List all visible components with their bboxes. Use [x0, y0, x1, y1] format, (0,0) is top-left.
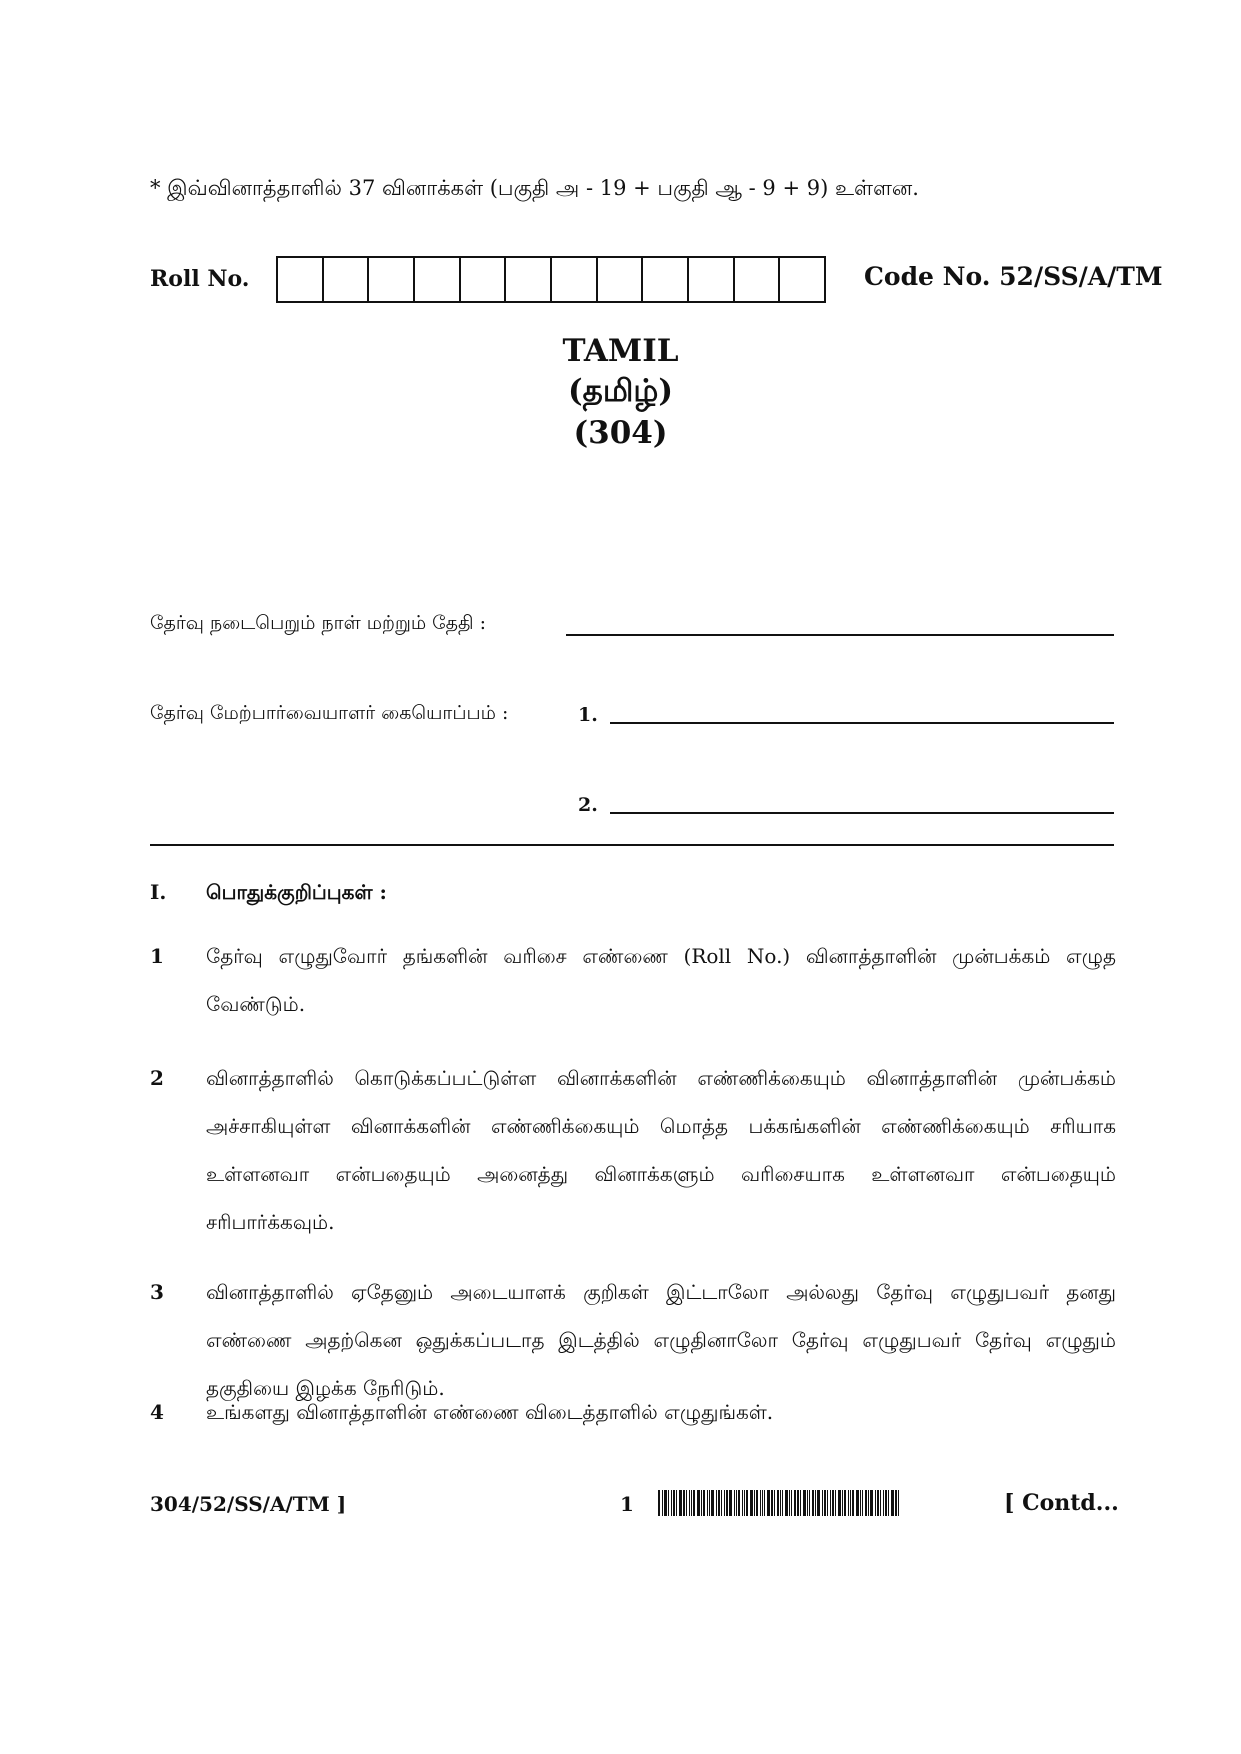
barcode-bar	[862, 1490, 863, 1516]
instruction-number: 3	[150, 1280, 164, 1304]
barcode-bar	[877, 1490, 879, 1516]
barcode-bar	[724, 1490, 725, 1516]
barcode-bar	[673, 1490, 675, 1516]
barcode-bar	[711, 1490, 714, 1516]
barcode-bar	[780, 1490, 781, 1516]
roll-number-box[interactable]	[552, 258, 598, 301]
instruction-number: 2	[150, 1066, 164, 1090]
roll-number-label: Roll No.	[150, 266, 250, 292]
signature-1-number: 1.	[578, 704, 598, 726]
barcode-bar	[756, 1490, 758, 1516]
barcode-bar	[764, 1490, 765, 1516]
barcode-bar	[750, 1490, 753, 1516]
barcode-bar	[664, 1490, 667, 1516]
barcode-bar	[767, 1490, 770, 1516]
barcode-bar	[777, 1490, 779, 1516]
section-title: பொதுக்குறிப்புகள் :	[206, 880, 387, 904]
barcode-bar	[838, 1490, 841, 1516]
instruction-number: 4	[150, 1400, 164, 1424]
instruction-text: தேர்வு எழுதுவோர் தங்களின் வரிசை எண்ணை (Roll No.) வினாத்தாளின் முன்பக்கம் எழுத வேண்டும்.	[206, 944, 1116, 1016]
barcode-bar	[676, 1490, 677, 1516]
barcode-bar	[797, 1490, 799, 1516]
barcode-bar	[875, 1490, 876, 1516]
barcode-bar	[817, 1490, 820, 1516]
invigilator-signature-label: தேர்வு மேற்பார்வையாளர் கையொப்பம் :	[150, 702, 509, 724]
barcode-bar	[744, 1490, 745, 1516]
barcode-bar	[830, 1490, 831, 1516]
barcode-bar	[803, 1490, 806, 1516]
barcode-bar	[721, 1490, 722, 1516]
barcode-bar	[701, 1490, 702, 1516]
barcode-bar	[707, 1490, 708, 1516]
barcode-bar	[754, 1490, 755, 1516]
roll-number-boxes[interactable]	[276, 256, 826, 303]
roll-number-box[interactable]	[780, 258, 824, 301]
exam-date-line[interactable]	[566, 634, 1114, 636]
page-number: 1	[620, 1492, 634, 1516]
instruction-text: வினாத்தாளில் கொடுக்கப்பட்டுள்ள வினாக்களின் எண்ணிக்கையும் வினாத்தாளின் முன்பக்கம் அச்சாகியுள்ள வினாக்களின் எண்ணிக்கையும் மொத்த பக்கங்களின் எண்ணிக்கையும் சரியாக உள்ளனவா என்பதையும் அனைத்து வினாக்களும் வரிசையாக உள்ளனவா என்பதையும் சரிபார்க்கவும்.	[206, 1066, 1116, 1234]
barcode-bar	[844, 1490, 846, 1516]
barcode-bar	[736, 1490, 737, 1516]
barcode-bar	[832, 1490, 834, 1516]
barcode-bar	[898, 1490, 899, 1516]
barcode-bar	[686, 1490, 687, 1516]
barcode-bar	[842, 1490, 843, 1516]
exam-date-label: தேர்வு நடைபெறும் நாள் மற்றும் தேதி :	[150, 612, 487, 634]
section-divider	[150, 844, 1114, 846]
barcode-bar	[762, 1490, 763, 1516]
roll-number-box[interactable]	[415, 258, 461, 301]
barcode-bar	[880, 1490, 881, 1516]
roll-number-box[interactable]	[461, 258, 507, 301]
signature-2-number: 2.	[578, 794, 598, 816]
roll-number-box[interactable]	[735, 258, 781, 301]
continued-label: [ Contd...	[1004, 1490, 1119, 1516]
barcode-bar	[703, 1490, 705, 1516]
barcode-bar	[782, 1490, 783, 1516]
barcode-bar	[856, 1490, 859, 1516]
barcode-bar	[824, 1490, 826, 1516]
barcode-bar	[729, 1490, 732, 1516]
instruction-text: வினாத்தாளில் ஏதேனும் அடையாளக் குறிகள் இட்டாலோ அல்லது தேர்வு எழுதுபவர் தனது எண்ணை அதற்கென ஒதுக்கப்படாத இடத்தில் எழுதினாலோ தேர்வு எழுதுபவர் தேர்வு எழுதும் தகுதியை இழக்க நேரிடும்.	[206, 1280, 1116, 1400]
question-count-note: * இவ்வினாத்தாளில் 37 வினாக்கள் (பகுதி அ - 19 + பகுதி ஆ - 9 + 9) உள்ளன.	[150, 176, 919, 200]
barcode-bar	[734, 1490, 735, 1516]
barcode-bar	[848, 1490, 849, 1516]
signature-2-line[interactable]	[610, 812, 1114, 814]
barcode-bar	[691, 1490, 692, 1516]
roll-number-box[interactable]	[643, 258, 689, 301]
paper-code-footer: 304/52/SS/A/TM ]	[150, 1492, 347, 1516]
barcode-bar	[835, 1490, 836, 1516]
barcode-bar	[771, 1490, 773, 1516]
barcode-bar	[870, 1490, 873, 1516]
barcode-bar	[693, 1490, 695, 1516]
instruction-number: 1	[150, 944, 164, 968]
barcode-bar	[815, 1490, 816, 1516]
barcode-bar	[668, 1490, 669, 1516]
barcode-bar	[865, 1490, 867, 1516]
barcode-bar	[671, 1490, 672, 1516]
barcode-bar	[774, 1490, 775, 1516]
roll-number-box[interactable]	[324, 258, 370, 301]
barcode-bar	[658, 1490, 660, 1516]
instruction-text: உங்களது வினாத்தாளின் எண்ணை விடைத்தாளில் எழுதுங்கள்.	[206, 1400, 774, 1424]
barcode-bar	[689, 1490, 690, 1516]
roll-number-box[interactable]	[369, 258, 415, 301]
roll-number-box[interactable]	[689, 258, 735, 301]
barcode-bar	[860, 1490, 861, 1516]
barcode-bar	[662, 1490, 663, 1516]
subject-title-tamil: (தமிழ்)	[568, 373, 673, 409]
barcode-bar	[789, 1490, 790, 1516]
barcode-bar	[885, 1490, 887, 1516]
code-number: Code No. 52/SS/A/TM	[864, 262, 1163, 291]
barcode-bar	[738, 1490, 740, 1516]
barcode-bar	[791, 1490, 792, 1516]
section-number: I.	[150, 880, 167, 904]
roll-number-box[interactable]	[598, 258, 644, 301]
barcode-bar	[697, 1490, 700, 1516]
barcode-bar	[679, 1490, 682, 1516]
barcode-bar	[868, 1490, 869, 1516]
barcode-bar	[812, 1490, 814, 1516]
barcode-bar	[827, 1490, 828, 1516]
barcode-bar	[807, 1490, 808, 1516]
barcode-bar	[746, 1490, 748, 1516]
barcode-bar	[760, 1490, 761, 1516]
subject-code: (304)	[573, 415, 668, 451]
barcode-bar	[785, 1490, 788, 1516]
barcode-bar	[742, 1490, 743, 1516]
barcode-bar	[794, 1490, 796, 1516]
barcode-bar	[850, 1490, 851, 1516]
barcode-bar	[709, 1490, 710, 1516]
barcode-bar	[822, 1490, 823, 1516]
barcode-bar	[883, 1490, 884, 1516]
barcode-bar	[683, 1490, 685, 1516]
roll-number-box[interactable]	[506, 258, 552, 301]
barcode-bar	[895, 1490, 897, 1516]
barcode-bar	[726, 1490, 728, 1516]
subject-title-english: TAMIL	[562, 333, 679, 369]
barcode-bar	[809, 1490, 810, 1516]
roll-number-box[interactable]	[278, 258, 324, 301]
barcode	[658, 1490, 998, 1516]
barcode-bar	[891, 1490, 894, 1516]
barcode-bar	[718, 1490, 720, 1516]
barcode-bar	[852, 1490, 854, 1516]
barcode-bar	[716, 1490, 717, 1516]
barcode-bar	[800, 1490, 801, 1516]
signature-1-line[interactable]	[610, 722, 1114, 724]
barcode-bar	[888, 1490, 889, 1516]
